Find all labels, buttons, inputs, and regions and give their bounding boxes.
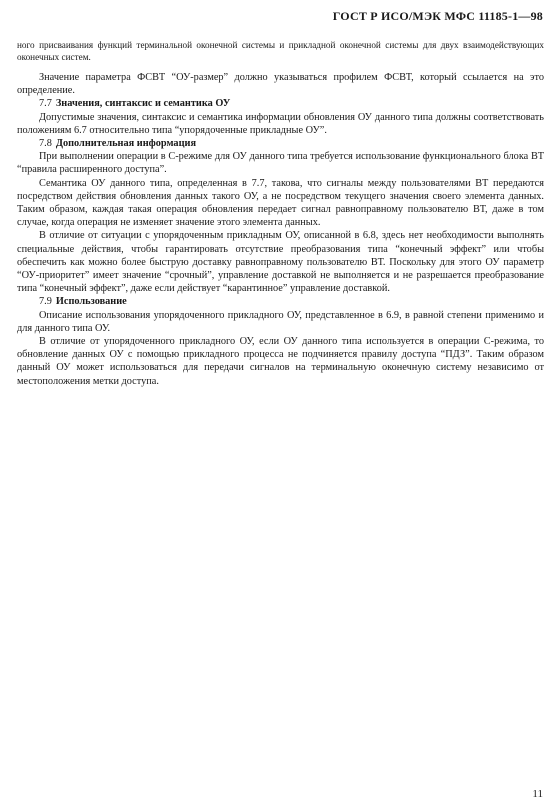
document-body: [17, 39, 544, 388]
paragraph-values-syntax: Допустимые значения, синтаксис и семантика информации обновления ОУ данного типа должны соответствовать положениям 6.7 относительно типа “упорядоченные прикладные ОУ”.: [17, 111, 544, 136]
paragraph-c-mode: При выполнении операции в С-режиме для ОУ данного типа требуется использование функционального блока ВТ “правила расширенного доступа”.: [17, 151, 544, 176]
section-number: 7.9: [39, 296, 52, 308]
paragraph-usage: Описание использования упорядоченного прикладного ОУ, представленное в 6.9, в равной степени применимо и для данного типа ОУ.: [17, 309, 544, 334]
section-heading-7-8: [17, 137, 544, 150]
section-heading-7-7: [17, 97, 544, 110]
section-number: 7.8: [39, 138, 52, 150]
paragraph-difference-ordered: В отличие от ситуации с упорядоченным прикладным ОУ, описанной в 6.8, здесь нет необходимости выполнять специальные действия, чтобы гарантировать отсутствие преобразования типа “конечный эффект” или чтобы обеспечить как можно более быструю доставку равноправному пользователю ВТ. Поскольку для этого ОУ параметр “ОУ-приоритет” имеет значение “срочный”, управление доставкой не выполняется и не разрешается преобразование типа “конечный эффект”, даже если действует “карантинное” управление доставкой.: [17, 230, 544, 295]
paragraph-continuation: ного присваивания функций терминальной оконечной системы и прикладной оконечной системы для двух взаимодействующих оконечных систем.: [17, 40, 544, 62]
section-title: Использование: [55, 296, 127, 308]
page-number: 11: [532, 788, 543, 800]
section-number: 7.7: [39, 98, 52, 110]
paragraph-semantics: Семантика ОУ данного типа, определенная в 7.7, такова, что сигналы между пользователями ВТ передаются посредством действия обновления данных такого ОУ, а не посредством текущего значения своего элемента данных. Таким образом, каждая такая операция обновления передает сигнал равноправному пользователю ВТ, даже в том случае, когда операция не изменяет значение этого элемента данных.: [17, 177, 544, 229]
section-title: Дополнительная информация: [55, 138, 197, 150]
paragraph-usage-difference: В отличие от упорядоченного прикладного ОУ, если ОУ данного типа используется в операции С-режима, то обновление данных ОУ с помощью прикладного процесса не подчиняется правилу доступа “ПДЗ”. Таким образом данный ОУ может использоваться для передачи сигналов на терминальную оконечную систему независимо от местоположения метки доступа.: [17, 336, 544, 387]
document-header: ГОСТ Р ИСО/МЭК МФС 11185-1—98: [332, 9, 543, 23]
paragraph-parameter-value: Значение параметра ФСВТ “ОУ-размер” должно указываться профилем ФСВТ, который ссылается на это определение.: [17, 72, 544, 97]
section-title: Значения, синтаксис и семантика ОУ: [55, 98, 231, 110]
section-heading-7-9: [17, 295, 544, 308]
